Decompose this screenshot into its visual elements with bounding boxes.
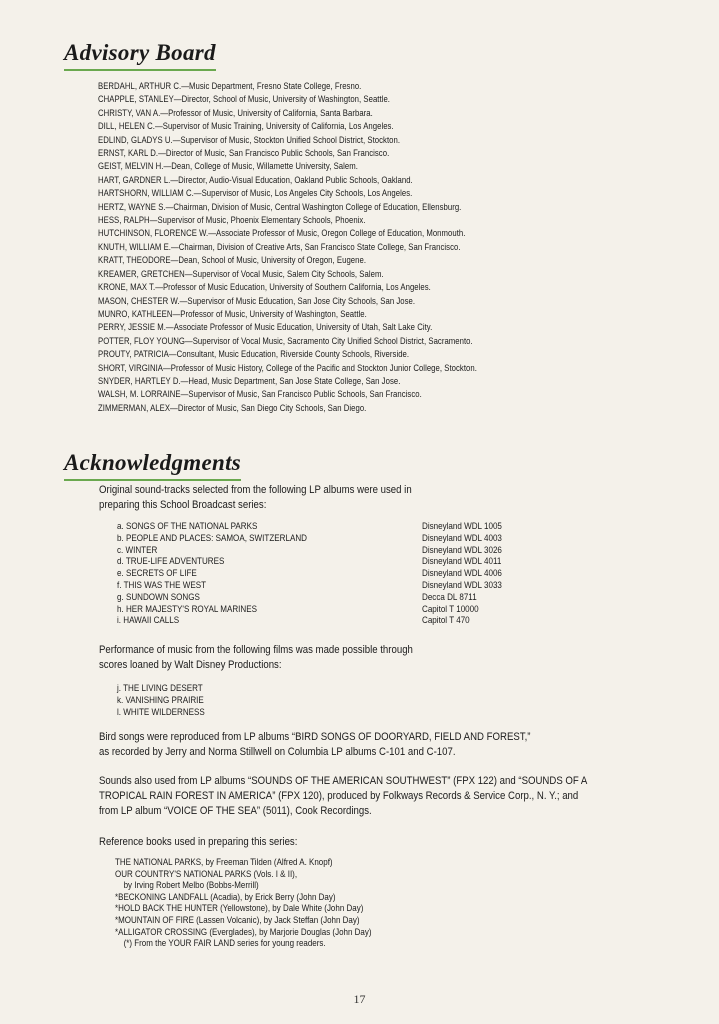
album-title: a. SONGS OF THE NATIONAL PARKS (117, 520, 258, 531)
album-catalog: Disneyland WDL 3026 (422, 543, 502, 555)
board-member: KNUTH, WILLIAM E.—Chairman, Division of Creative Arts, San Francisco State College, San Francisco. (98, 241, 461, 252)
board-member: HUTCHINSON, FLORENCE W.—Associate Professor of Music, Oregon College of Education, Monmouth. (98, 228, 466, 239)
reference-book: *BECKONING LANDFALL (Acadia), by Erick Berry (John Day) (115, 891, 336, 902)
album-catalog: Disneyland WDL 1005 (422, 520, 502, 531)
sounds-line: TROPICAL RAIN FOREST IN AMERICA” (FPX 120), produced by Folkways Records & Service Corp., N. Y.; and (99, 790, 579, 802)
reference-book: *HOLD BACK THE HUNTER (Yellowstone), by Dale White (John Day) (115, 903, 364, 914)
albums-intro-line: Original sound-tracks selected from the following LP albums were used in (99, 484, 412, 496)
board-member: CHRISTY, VAN A.—Professor of Music, University of California, Santa Barbara. (98, 107, 373, 118)
albums-intro (99, 483, 412, 513)
album-catalog: Disneyland WDL 3033 (422, 578, 502, 590)
film-item: l. WHITE WILDERNESS (117, 705, 205, 717)
album-catalog: Capitol T 470 (422, 614, 470, 626)
board-member: SNYDER, HARTLEY D.—Head, Music Department, San Jose State College, San Jose. (98, 375, 401, 386)
board-member: POTTER, FLOY YOUNG—Supervisor of Vocal Music, Sacramento City Unified School District, Sacramento. (98, 335, 473, 346)
album-title: e. SECRETS OF LIFE (117, 567, 197, 579)
reference-book: OUR COUNTRY'S NATIONAL PARKS (Vols. I & II), (115, 868, 298, 879)
page-number: 17 (353, 992, 366, 1006)
album-title: f. THIS WAS THE WEST (117, 578, 206, 590)
film-item: j. THE LIVING DESERT (117, 682, 203, 693)
album-catalog: Disneyland WDL 4006 (422, 567, 502, 579)
series-footnote: (*) From the YOUR FAIR LAND series for young readers. (123, 938, 326, 949)
bird-songs-paragraph (99, 730, 530, 760)
album-title: g. SUNDOWN SONGS (117, 590, 200, 602)
board-member: DILL, HELEN C.—Supervisor of Music Training, University of California, Los Angeles. (98, 121, 394, 132)
reference-books-intro: Reference books used in preparing this series: (99, 836, 298, 848)
board-member: KREAMER, GRETCHEN—Supervisor of Vocal Music, Salem City Schools, Salem. (98, 268, 384, 279)
album-catalog: Capitol T 10000 (422, 602, 479, 614)
album-title: d. TRUE-LIFE ADVENTURES (117, 555, 225, 567)
film-list (117, 682, 205, 717)
film-item: k. VANISHING PRAIRIE (117, 693, 204, 705)
board-member: MUNRO, KATHLEEN—Professor of Music, University of Washington, Seattle. (98, 308, 367, 319)
sounds-line: Sounds also used from LP albums “SOUNDS OF THE AMERICAN SOUTHWEST” (FPX 122) and “SOUNDS OF A (99, 775, 588, 787)
board-member: GEIST, MELVIN H.—Dean, College of Music, Willamette University, Salem. (98, 161, 358, 172)
board-member: MASON, CHESTER W.—Supervisor of Music Education, San Jose City Schools, San Jose. (98, 295, 416, 306)
films-intro-line: scores loaned by Walt Disney Productions: (99, 659, 282, 671)
board-member: KRONE, MAX T.—Professor of Music Education, University of Southern California, Los Angeles. (98, 282, 431, 293)
board-member: PERRY, JESSIE M.—Associate Professor of Music Education, University of Utah, Salt Lake City. (98, 322, 433, 333)
advisory-board-list (98, 80, 477, 415)
album-title: b. PEOPLE AND PLACES: SAMOA, SWITZERLAND (117, 531, 307, 543)
board-member: PROUTY, PATRICIA—Consultant, Music Education, Riverside County Schools, Riverside. (98, 349, 410, 360)
board-member: HARTSHORN, WILLIAM C.—Supervisor of Music, Los Angeles City Schools, Los Angeles. (98, 188, 413, 199)
films-intro (99, 643, 413, 673)
board-member: CHAPPLE, STANLEY—Director, School of Music, University of Washington, Seattle. (98, 94, 390, 105)
board-member: BERDAHL, ARTHUR C.—Music Department, Fresno State College, Fresno. (98, 81, 362, 91)
films-intro-line: Performance of music from the following films was made possible through (99, 644, 413, 656)
board-member: KRATT, THEODORE—Dean, School of Music, University of Oregon, Eugene. (98, 255, 367, 266)
sounds-paragraph (99, 774, 587, 819)
album-catalog: Decca DL 8711 (422, 590, 477, 602)
album-title: i. HAWAII CALLS (117, 614, 180, 626)
album-title: h. HER MAJESTY'S ROYAL MARINES (117, 602, 257, 614)
board-member: ZIMMERMAN, ALEX—Director of Music, San Diego City Schools, San Diego. (98, 402, 367, 413)
board-member: HESS, RALPH—Supervisor of Music, Phoenix Elementary Schools, Phoenix. (98, 215, 366, 226)
board-member: EDLIND, GLADYS U.—Supervisor of Music, Stockton Unified School District, Stockton. (98, 134, 401, 145)
albums-intro-line: preparing this School Broadcast series: (99, 499, 267, 511)
album-catalog: Disneyland WDL 4011 (422, 555, 502, 567)
board-member: HART, GARDNER L.—Director, Audio-Visual Education, Oakland Public Schools, Oakland. (98, 174, 413, 185)
sounds-line: from LP album “VOICE OF THE SEA” (5011), Cook Recordings. (99, 805, 372, 817)
board-member: HERTZ, WAYNE S.—Chairman, Division of Music, Central Washington College of Education, Ellensburg. (98, 201, 462, 212)
reference-book-author: by Irving Robert Melbo (Bobbs-Merrill) (123, 880, 259, 891)
advisory-board-heading: Advisory Board (64, 40, 216, 71)
reference-book: *ALLIGATOR CROSSING (Everglades), by Marjorie Douglas (John Day) (115, 926, 372, 937)
reference-book: *MOUNTAIN OF FIRE (Lassen Volcanic), by Jack Steffan (John Day) (115, 914, 360, 925)
reference-book-list (115, 857, 372, 950)
board-member: SHORT, VIRGINIA—Professor of Music History, College of the Pacific and Stockton Junior College, Stockton. (98, 362, 477, 373)
bird-songs-line: as recorded by Jerry and Norma Stillwell on Columbia LP albums C-101 and C-107. (99, 746, 456, 758)
album-catalog: Disneyland WDL 4003 (422, 531, 502, 543)
acknowledgments-heading: Acknowledgments (64, 450, 241, 481)
album-title: c. WINTER (117, 543, 158, 555)
reference-book: THE NATIONAL PARKS, by Freeman Tilden (Alfred A. Knopf) (115, 857, 333, 867)
board-member: WALSH, M. LORRAINE—Supervisor of Music, San Francisco Public Schools, San Francisco. (98, 389, 422, 400)
board-member: ERNST, KARL D.—Director of Music, San Francisco Public Schools, San Francisco. (98, 148, 390, 159)
bird-songs-line: Bird songs were reproduced from LP albums “BIRD SONGS OF DOORYARD, FIELD AND FOREST,” (99, 731, 531, 743)
